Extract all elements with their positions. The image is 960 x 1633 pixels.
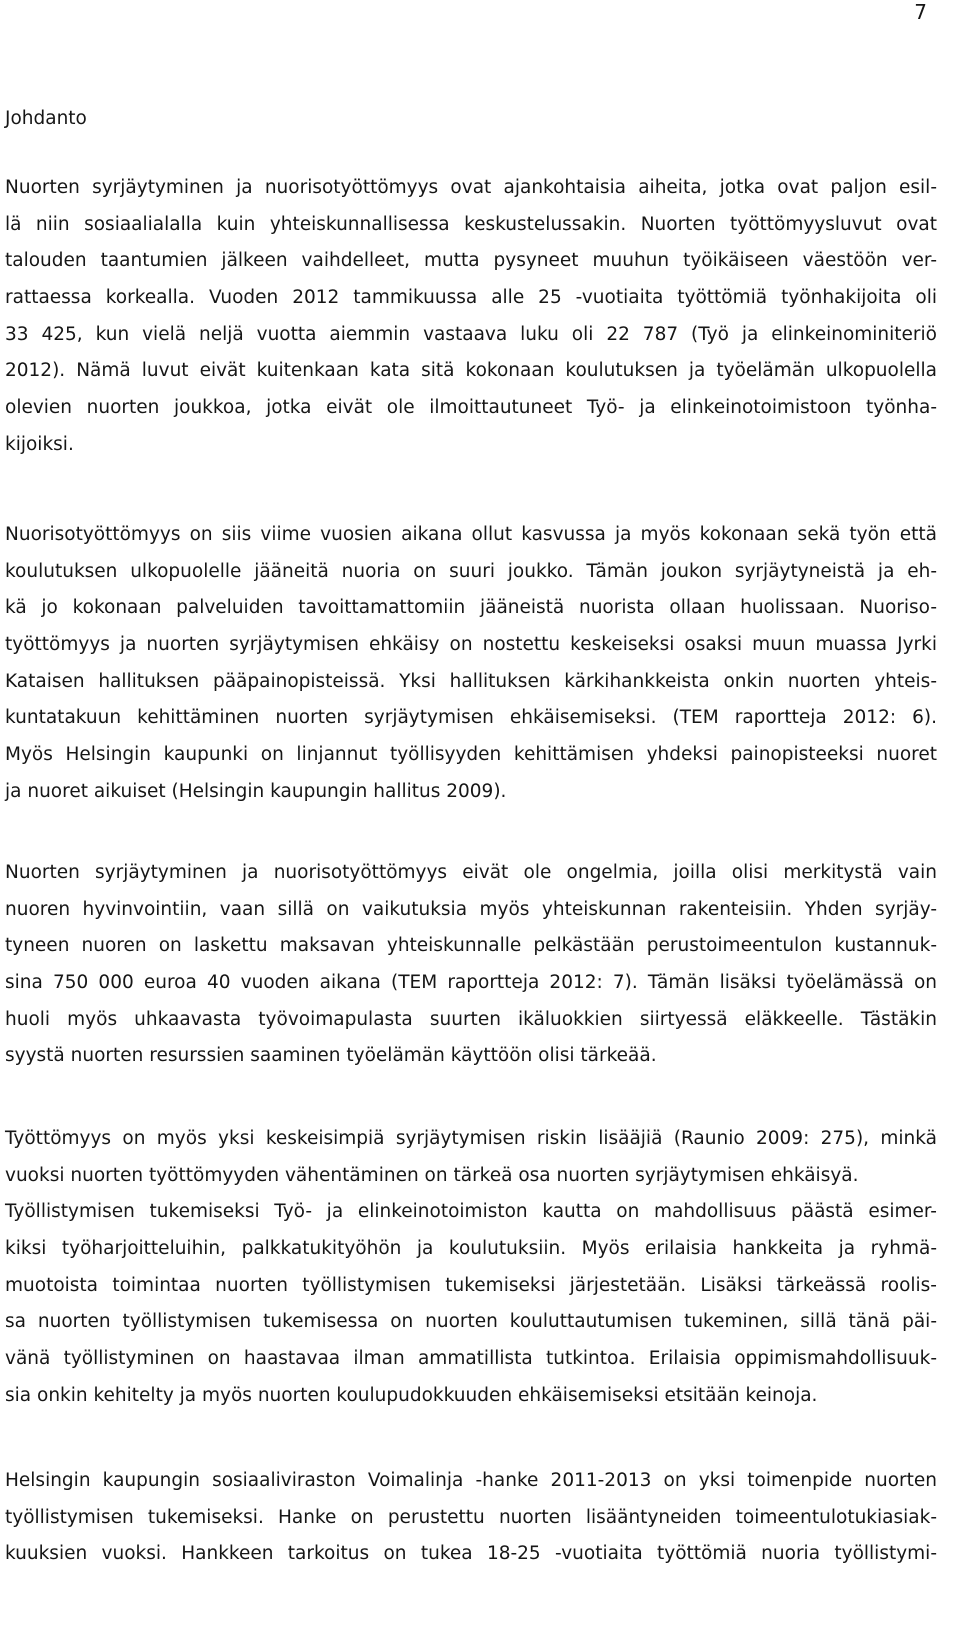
text-line: työllistymisen tukemiseksi. Hanke on perustettu nuorten lisääntyneiden toimeentulotukiasiak- <box>5 1506 937 1528</box>
text-line: kiksi työharjoitteluihin, palkkatukityöhön ja koulutuksiin. Myös erilaisia hankkeita ja ryhmä- <box>5 1238 937 1260</box>
text-line: ja nuoret aikuiset (Helsingin kaupungin hallitus 2009). <box>5 780 507 802</box>
text-line: Kataisen hallituksen pääpainopisteissä. Yksi hallituksen kärkihankkeista onkin nuorten yhteis- <box>5 670 937 692</box>
paragraph <box>5 1121 937 1415</box>
text-line: syystä nuorten resurssien saaminen työelämän käyttöön olisi tärkeää. <box>5 1045 657 1067</box>
text-line: kä jo kokonaan palveluiden tavoittamattomiin jääneistä nuorista ollaan huolissaan. Nuoriso- <box>5 597 937 619</box>
text-line: nuoren hyvinvointiin, vaan sillä on vaikutuksia myös yhteiskunnan rakenteisiin. Yhden syrjäy- <box>5 898 937 920</box>
text-line: huoli myös uhkaavasta työvoimapulasta suurten ikäluokkien siirtyessä eläkkeelle. Tästäkin <box>5 1008 937 1030</box>
text-line: vuoksi nuorten työttömyyden vähentäminen on tärkeä osa nuorten syrjäytymisen ehkäisyä. <box>5 1164 859 1186</box>
text-line: Nuorten syrjäytyminen ja nuorisotyöttömyys eivät ole ongelmia, joilla olisi merkitystä vain <box>5 862 937 883</box>
text-line: Työllistymisen tukemiseksi Työ- ja elinkeinotoimiston kautta on mahdollisuus päästä esimer- <box>5 1201 937 1223</box>
text-line: 33 425, kun vielä neljä vuotta aiemmin vastaava luku oli 22 787 (Työ ja elinkeinominiteriö <box>5 323 937 345</box>
text-line: työttömyys ja nuorten syrjäytymisen ehkäisy on nostettu keskeiseksi osaksi muun muassa Jyrki <box>5 634 937 656</box>
text-line: olevien nuorten joukkoa, jotka eivät ole ilmoittautuneet Työ- ja elinkeinotoimistoon työnha- <box>5 397 937 419</box>
text-line: talouden taantumien jälkeen vaihdelleet, mutta pysyneet muuhun työikäiseen väestöön ver- <box>5 250 937 272</box>
text-line: lä niin sosiaalialalla kuin yhteiskunnallisessa keskustelussakin. Nuorten työttömyysluvut ovat <box>5 213 937 235</box>
text-line: Nuorten syrjäytyminen ja nuorisotyöttömyys ovat ajankohtaisia aiheita, jotka ovat paljon esil- <box>5 177 937 198</box>
text-line: Nuorisotyöttömyys on siis viime vuosien aikana ollut kasvussa ja myös kokonaan sekä työn että <box>5 524 937 545</box>
text-line: 2012). Nämä luvut eivät kuitenkaan kata sitä kokonaan koulutuksen ja työelämän ulkopuolella <box>5 360 937 382</box>
text-line: vänä työllistyminen on haastavaa ilman ammatillista tutkintoa. Erilaisia oppimismahdollisuuk- <box>5 1348 937 1370</box>
paragraph <box>5 170 937 464</box>
section-heading: Johdanto <box>5 108 87 129</box>
text-line: koulutuksen ulkopuolelle jääneitä nuoria on suuri joukko. Tämän joukon syrjäytyneistä ja eh- <box>5 560 937 582</box>
text-line: muotoista toimintaa nuorten työllistymisen tukemiseksi järjestetään. Lisäksi tärkeässä roolis- <box>5 1274 937 1296</box>
text-line: kuntatakuun kehittäminen nuorten syrjäytymisen ehkäisemiseksi. (TEM raportteja 2012: 6). <box>5 707 937 729</box>
text-line: sa nuorten työllistymisen tukemisessa on nuorten kouluttautumisen tukeminen, sillä tänä päi- <box>5 1311 937 1333</box>
paragraph <box>5 855 937 1075</box>
text-line: Myös Helsingin kaupunki on linjannut työllisyyden kehittämisen yhdeksi painopisteeksi nuoret <box>5 744 937 766</box>
text-line: kuuksien vuoksi. Hankkeen tarkoitus on tukea 18-25 -vuotiaita työttömiä nuoria työllistymi- <box>5 1543 937 1565</box>
text-line: sia onkin kehitelty ja myös nuorten koulupudokkuuden ehkäisemiseksi etsitään keinoja. <box>5 1384 818 1406</box>
text-line: tyneen nuoren on laskettu maksavan yhteiskunnalle pelkästään perustoimeentulon kustannuk- <box>5 935 937 957</box>
text-line: sina 750 000 euroa 40 vuoden aikana (TEM raportteja 2012: 7). Tämän lisäksi työelämässä on <box>5 972 937 994</box>
paragraph <box>5 517 937 811</box>
text-line: rattaessa korkealla. Vuoden 2012 tammikuussa alle 25 -vuotiaita työttömiä työnhakijoita oli <box>5 287 937 309</box>
paragraph <box>5 1463 937 1573</box>
text-line: kijoiksi. <box>5 433 74 455</box>
text-line: Helsingin kaupungin sosiaaliviraston Voimalinja -hanke 2011-2013 on yksi toimenpide nuorten <box>5 1470 937 1491</box>
page-number: 7 <box>914 0 927 24</box>
text-line: Työttömyys on myös yksi keskeisimpiä syrjäytymisen riskin lisääjiä (Raunio 2009: 275), minkä <box>5 1128 937 1149</box>
